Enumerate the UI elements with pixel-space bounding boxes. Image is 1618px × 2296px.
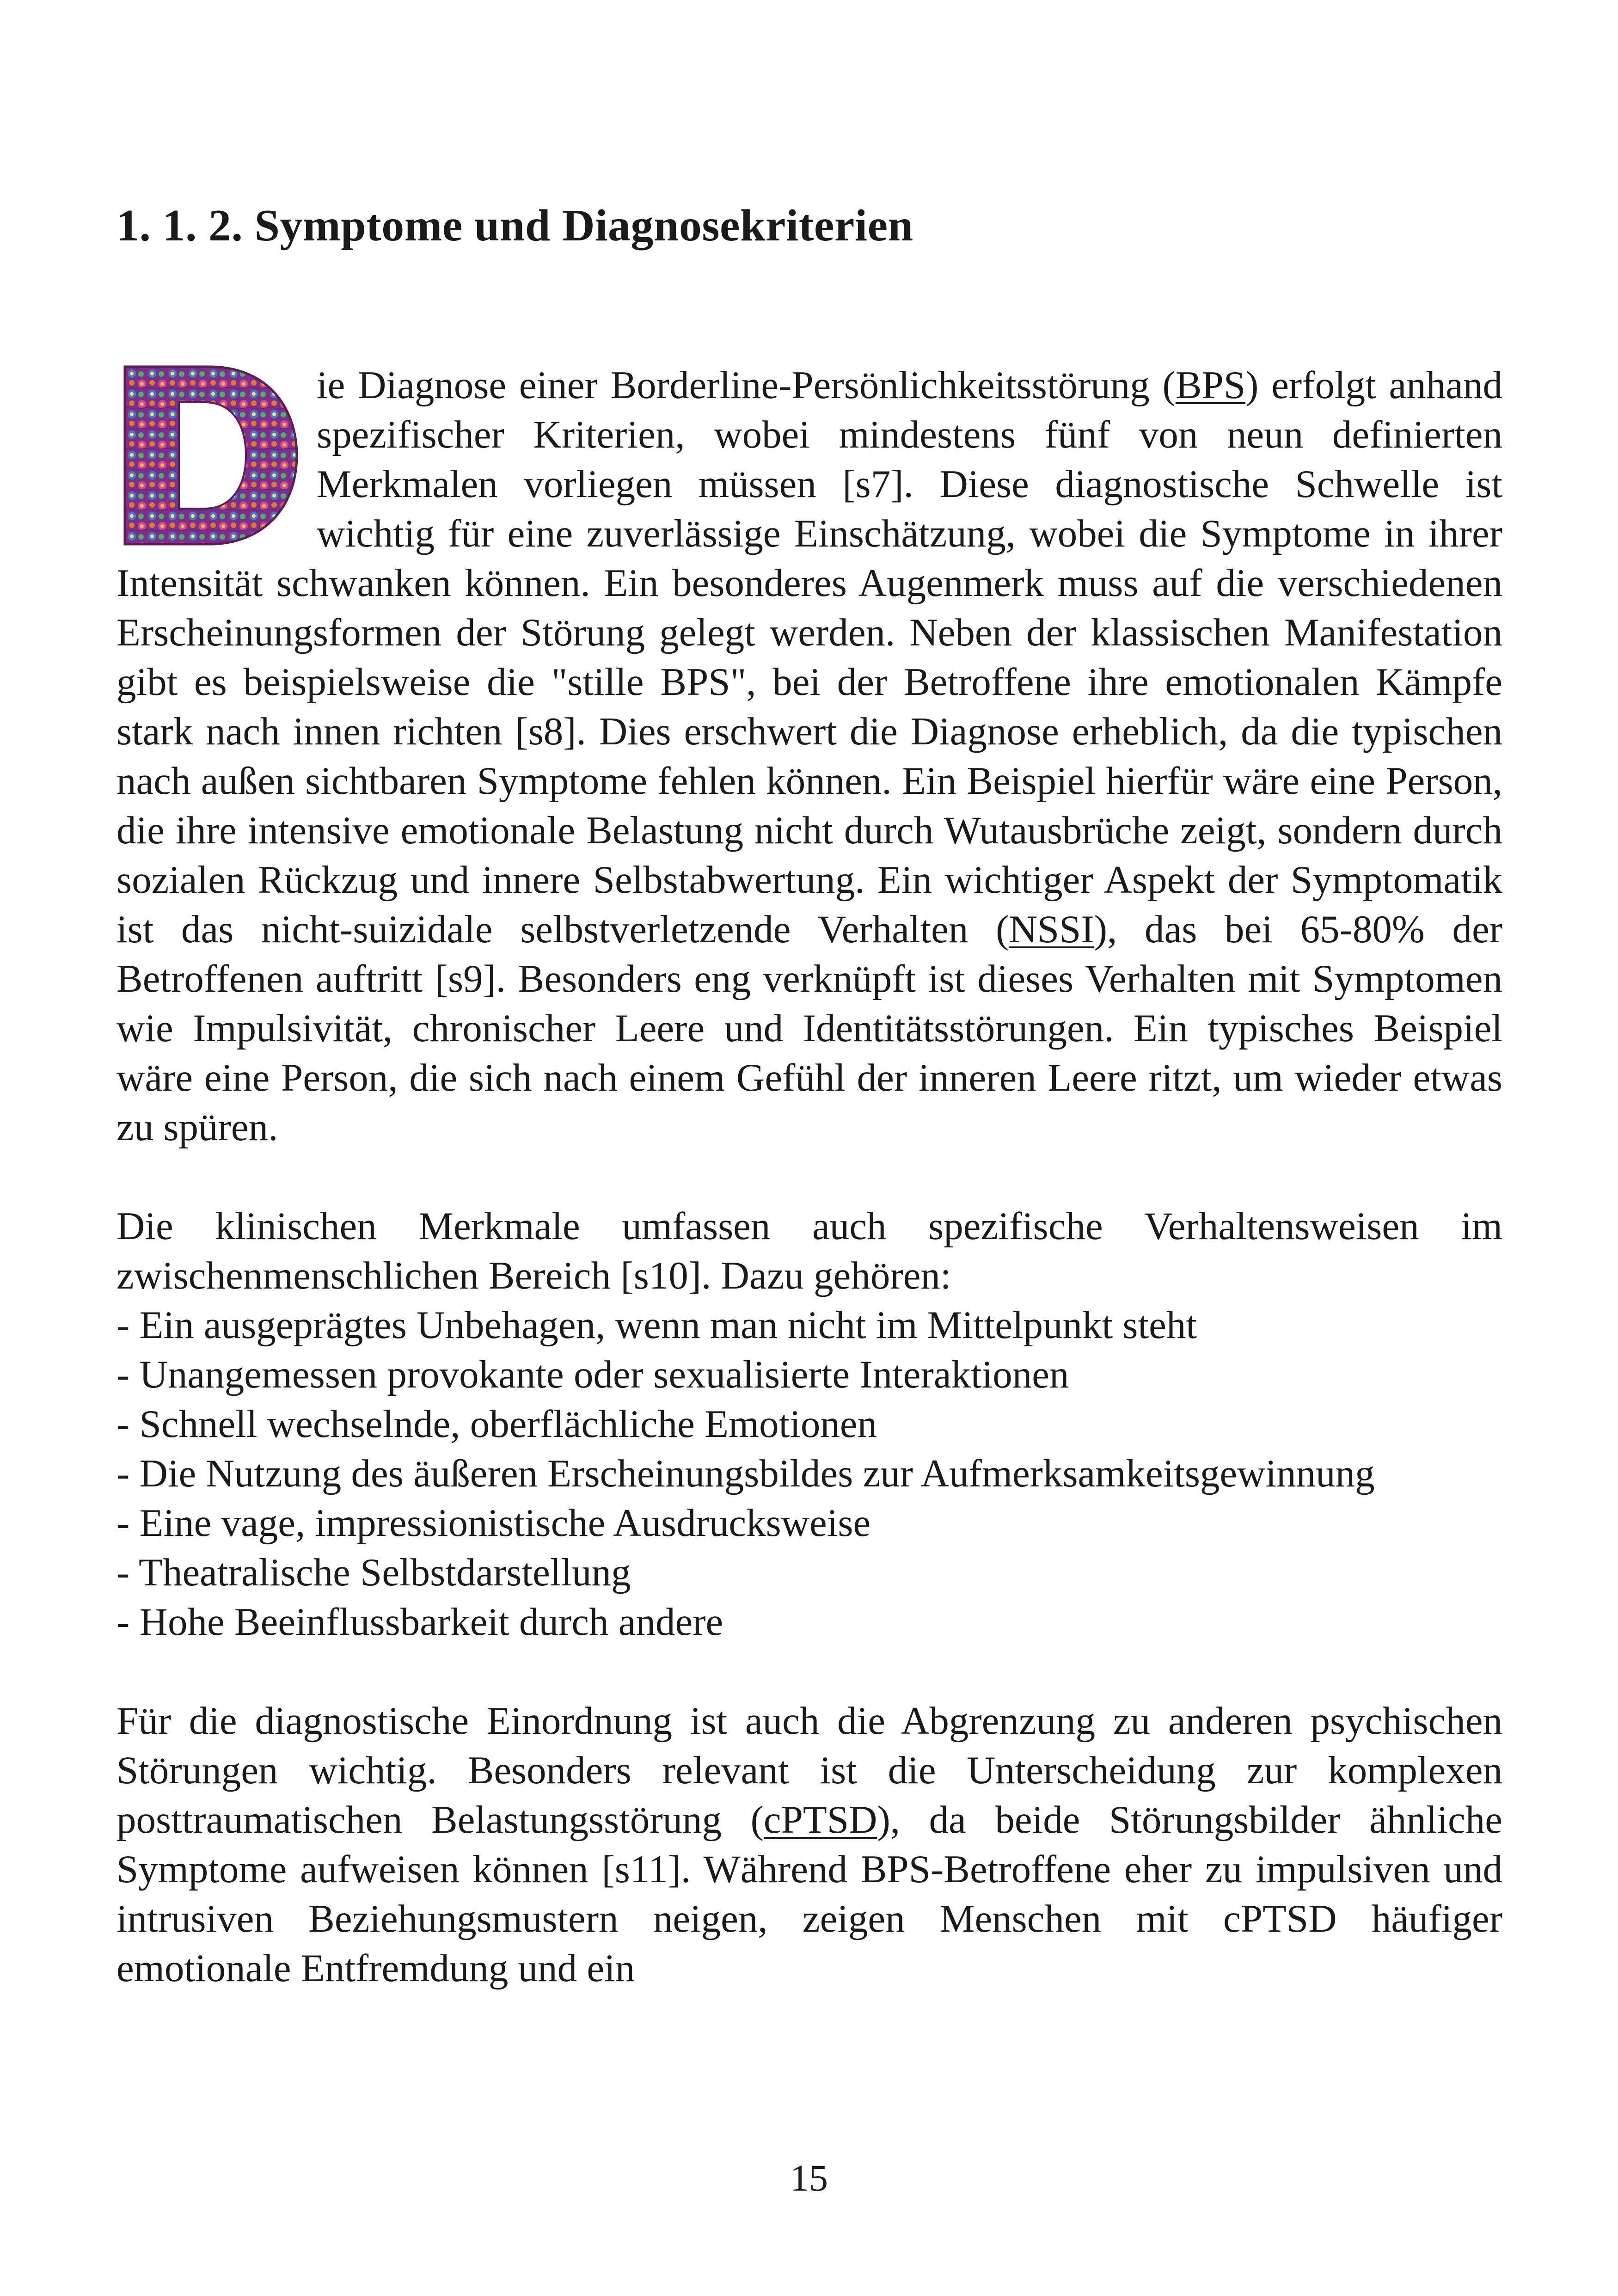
abbr-bps-link[interactable]: BPS: [1175, 363, 1246, 407]
list-item: - Schnell wechselnde, oberflächliche Emotionen: [116, 1402, 877, 1446]
paragraph-clinical-features: Die klinischen Merkmale umfassen auch spezifische Verhaltensweisen im zwischenmenschlichen Bereich [s10]. Dazu gehören:: [116, 1204, 1502, 1297]
decorative-initial-d: [116, 358, 304, 553]
list-item: - Eine vage, impressionistische Ausdrucksweise: [116, 1501, 871, 1545]
paragraph-differential-text-1: Für die diagnostische Einordnung ist auch die Abgrenzung zu anderen psychischen Störungen wichtig. Besonders relevant ist die Unterscheidung zur komplexen posttraumatischen Belastungsstörung (: [116, 1699, 1502, 1842]
page-number: 15: [790, 2157, 828, 2199]
body-text: [116, 361, 1502, 1993]
abbr-cptsd-link[interactable]: cPTSD: [763, 1798, 877, 1842]
paragraph-intro-text-3: ), das bei 65-80% der Betroffenen auftritt [s9]. Besonders eng verknüpft ist dieses Verhalten mit Symptomen wie Impulsivität, chronischer Leere und Identitätsstörungen. Ein typisches Beispiel wäre eine Person, die sich nach einem Gefühl der inneren Leere ritzt, um wieder etwas zu spüren.: [116, 908, 1502, 1149]
paragraph-intro-text-2: ) erfolgt anhand spezifischer Kriterien, wobei mindestens fünf von neun definierten Merkmalen vorliegen müssen [s7]. Diese diagnostische Schwelle ist wichtig für eine zuverlässige Einschätzung, wobei die Symptome in ihrer Intensität schwanken können. Ein besonderes Augenmerk muss auf die verschiedenen Erscheinungsformen der Störung gelegt werden. Neben der klassischen Manifestation gibt es beispielsweise die "stille BPS", bei der Betroffene ihre emotionalen Kämpfe stark nach innen richten [s8]. Dies erschwert die Diagnose erheblich, da die typischen nach außen sichtbaren Symptome fehlen können. Ein Beispiel hierfür wäre eine Person, die ihre intensive emotionale Belastung nicht durch Wutausbrüche zeigt, sondern durch sozialen Rückzug und innere Selbstabwertung. Ein wichtiger Aspekt der Symptomatik ist das nicht-suizidale selbstverletzende Verhalten (: [116, 363, 1502, 951]
paragraph-spacer: [116, 1647, 1502, 1696]
list-item: - Die Nutzung des äußeren Erscheinungsbildes zur Aufmerksamkeitsgewinnung: [116, 1452, 1375, 1495]
dropcap-d-icon: [116, 358, 304, 553]
paragraph-intro-text-1: ie Diagnose einer Borderline-Persönlichkeitsstörung (: [317, 363, 1176, 407]
section-heading: 1. 1. 2. Symptome und Diagnosekriterien: [116, 201, 913, 251]
list-item: - Theatralische Selbstdarstellung: [116, 1551, 631, 1594]
paragraph-intro: [116, 361, 1502, 1152]
list-item: - Unangemessen provokante oder sexualisierte Interaktionen: [116, 1353, 1069, 1396]
abbr-nssi-link[interactable]: NSSI: [1009, 908, 1094, 951]
paragraph-differential-text-2: ), da beide Störungsbilder ähnliche Symptome aufweisen können [s11]. Während BPS-Betroffene eher zu impulsiven und intrusiven Beziehungsmustern neigen, zeigen Menschen mit cPTSD häufiger emotionale Entfremdung und ein: [116, 1798, 1503, 1990]
list-item: - Ein ausgeprägtes Unbehagen, wenn man nicht im Mittelpunkt steht: [116, 1303, 1197, 1347]
paragraph-differential-diagnosis: [116, 1696, 1502, 1993]
list-item: - Hohe Beeinflussbarkeit durch andere: [116, 1600, 723, 1644]
paragraph-spacer: [116, 1152, 1502, 1202]
